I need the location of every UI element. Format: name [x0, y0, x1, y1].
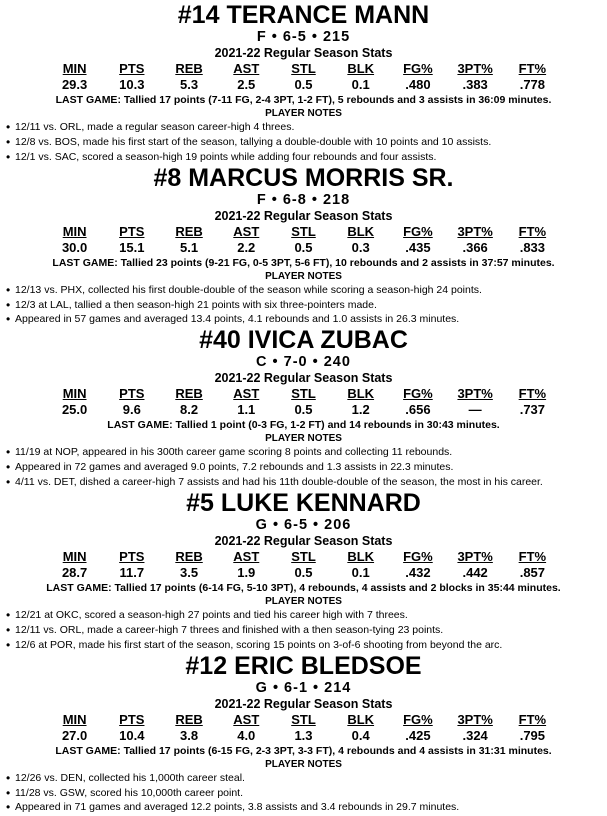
- stat-value-reb: 3.8: [180, 727, 199, 743]
- stat-value-min: 29.3: [61, 76, 88, 92]
- stat-value-ftpct: .737: [519, 402, 546, 418]
- list-item: • Appeared in 71 games and averaged 12.2 points, 3.8 assists and 3.4 rebounds in 29.7 minutes.: [6, 800, 601, 815]
- stat-value-fgpct: .480: [405, 76, 431, 92]
- stat-value-ftpct: .795: [519, 727, 546, 743]
- player-notes-list: [6, 445, 601, 490]
- season-title: 2021-22 Regular Season Stats: [214, 46, 393, 61]
- stat-value-pts: 15.1: [119, 239, 145, 255]
- stats-header-row: [6, 712, 601, 728]
- spacer: [6, 61, 46, 77]
- stat-value-ast: 1.1: [237, 402, 256, 418]
- spacer: [561, 240, 601, 256]
- spacer: [6, 240, 46, 256]
- season-title: 2021-22 Regular Season Stats: [214, 534, 393, 549]
- spacer: [561, 224, 601, 240]
- last-game-line: LAST GAME: Tallied 1 point (0-3 FG, 1-2 FT) and 14 rebounds in 30:43 minutes.: [107, 419, 500, 432]
- stat-header-pts: PTS: [119, 549, 145, 565]
- stat-header-reb: REB: [175, 61, 203, 77]
- stat-header-ftpct: FT%: [518, 549, 547, 565]
- spacer: [6, 549, 46, 565]
- player-block: [6, 165, 601, 328]
- player-block: [6, 490, 601, 653]
- spacer: [561, 61, 601, 77]
- stat-header-ftpct: FT%: [518, 223, 547, 239]
- stat-value-pts: 10.3: [119, 76, 145, 92]
- stat-value-min: 30.0: [61, 239, 88, 255]
- stat-value-reb: 5.3: [180, 76, 199, 92]
- stat-header-ast: AST: [233, 711, 260, 727]
- stats-table: [6, 61, 601, 93]
- player-meta: G • 6-1 • 214: [255, 679, 352, 696]
- stat-value-reb: 3.5: [180, 564, 199, 580]
- stat-header-3ptpct: 3PT%: [457, 711, 493, 727]
- player-block: [6, 653, 601, 816]
- player-name: #14 TERANCE MANN: [177, 1, 430, 29]
- spacer: [561, 549, 601, 565]
- stat-value-ast: 2.2: [237, 239, 256, 255]
- player-meta: F • 6-5 • 215: [256, 29, 351, 45]
- player-name: #8 MARCUS MORRIS SR.: [153, 163, 454, 192]
- stat-value-stl: 0.5: [294, 564, 313, 580]
- stat-header-blk: BLK: [347, 386, 375, 402]
- stats-header-row: [6, 386, 601, 402]
- stat-header-min: MIN: [62, 223, 87, 239]
- stat-header-stl: STL: [291, 61, 316, 77]
- stat-header-reb: REB: [175, 223, 203, 239]
- stat-header-ast: AST: [233, 549, 260, 565]
- stat-value-ftpct: .778: [519, 76, 546, 92]
- spacer: [6, 224, 46, 240]
- stats-header-row: [6, 224, 601, 240]
- stat-header-ftpct: FT%: [518, 711, 547, 727]
- last-game-line: LAST GAME: Tallied 17 points (6-14 FG, 5-10 3PT), 4 rebounds, 4 assists and 2 blocks in 35:44 minutes.: [46, 581, 561, 594]
- list-item: • 11/19 at NOP, appeared in his 300th career game scoring 8 points and collecting 11 rebounds.: [6, 445, 601, 460]
- stat-header-pts: PTS: [119, 61, 145, 77]
- stat-header-blk: BLK: [347, 223, 375, 239]
- stat-value-blk: 0.4: [351, 727, 370, 743]
- spacer: [6, 565, 46, 581]
- stat-value-blk: 1.2: [351, 402, 370, 418]
- list-item: • Appeared in 72 games and averaged 9.0 points, 7.2 rebounds and 1.3 assists in 22.3 minutes.: [6, 460, 601, 475]
- player-name: #40 IVICA ZUBAC: [199, 326, 408, 355]
- stat-value-3ptpct: .383: [462, 76, 488, 92]
- player-name: #5 LUKE KENNARD: [186, 489, 421, 518]
- spacer: [6, 386, 46, 402]
- list-item: • 12/13 vs. PHX, collected his first double-double of the season while scoring a season-high 24 points.: [6, 283, 601, 298]
- stat-value-ast: 1.9: [237, 564, 256, 580]
- stat-header-pts: PTS: [119, 386, 145, 402]
- stat-value-ftpct: .833: [519, 239, 546, 255]
- player-name: #12 ERIC BLEDSOE: [185, 651, 422, 680]
- stat-header-3ptpct: 3PT%: [457, 223, 493, 239]
- stat-value-blk: 0.1: [351, 76, 370, 92]
- stat-header-fgpct: FG%: [403, 61, 433, 77]
- stats-value-row: [6, 240, 601, 256]
- stat-header-min: MIN: [62, 711, 87, 727]
- list-item: • 12/3 at LAL, tallied a then season-high 21 points with six three-pointers made.: [6, 298, 601, 313]
- spacer: [561, 402, 601, 418]
- stat-value-3ptpct: .324: [462, 727, 488, 743]
- stat-value-fgpct: .435: [405, 239, 431, 255]
- list-item: • Appeared in 57 games and averaged 13.4 points, 4.1 rebounds and 1.0 assists in 26.3 minutes.: [6, 312, 601, 327]
- stat-value-min: 28.7: [61, 564, 88, 580]
- stat-header-stl: STL: [291, 223, 316, 239]
- spacer: [6, 728, 46, 744]
- player-notes-list: [6, 283, 601, 328]
- stats-value-row: [6, 728, 601, 744]
- stat-header-blk: BLK: [347, 549, 375, 565]
- spacer: [561, 565, 601, 581]
- player-notes-title: PLAYER NOTES: [265, 270, 342, 282]
- player-meta: C • 7-0 • 240: [256, 354, 351, 371]
- stat-header-3ptpct: 3PT%: [457, 549, 493, 565]
- list-item: • 11/28 vs. GSW, scored his 10,000th career point.: [6, 786, 601, 801]
- player-notes-list: [6, 120, 601, 165]
- stat-value-min: 25.0: [61, 402, 88, 418]
- stat-header-ast: AST: [233, 386, 260, 402]
- list-item: • 4/11 vs. DET, dished a career-high 7 assists and had his 11th double-double of the season, the most in his career.: [6, 475, 601, 490]
- season-title: 2021-22 Regular Season Stats: [214, 696, 393, 711]
- stat-value-3ptpct: —: [468, 402, 482, 418]
- stat-value-3ptpct: .442: [462, 564, 488, 580]
- stat-value-3ptpct: .366: [462, 239, 488, 255]
- stat-header-fgpct: FG%: [403, 386, 433, 402]
- last-game-line: LAST GAME: Tallied 23 points (9-21 FG, 0-5 3PT, 5-6 FT), 10 rebounds and 2 assists in 37:57 minutes.: [52, 256, 555, 269]
- stat-header-pts: PTS: [119, 711, 145, 727]
- stats-table: [6, 712, 601, 744]
- season-title: 2021-22 Regular Season Stats: [214, 371, 393, 386]
- stat-header-stl: STL: [291, 386, 316, 402]
- stat-value-stl: 0.5: [294, 76, 313, 92]
- player-block: [6, 2, 601, 165]
- stat-header-min: MIN: [62, 386, 87, 402]
- season-title: 2021-22 Regular Season Stats: [214, 208, 393, 223]
- stats-table: [6, 224, 601, 256]
- stat-header-stl: STL: [291, 549, 316, 565]
- list-item: • 12/26 vs. DEN, collected his 1,000th career steal.: [6, 771, 601, 786]
- stat-header-min: MIN: [62, 61, 87, 77]
- player-notes-list: [6, 771, 601, 816]
- spacer: [6, 712, 46, 728]
- stat-value-reb: 8.2: [180, 402, 199, 418]
- last-game-line: LAST GAME: Tallied 17 points (6-15 FG, 2-3 3PT, 3-3 FT), 4 rebounds and 4 assists in 31:31 minutes.: [55, 744, 552, 757]
- stat-header-pts: PTS: [119, 223, 145, 239]
- stat-value-reb: 5.1: [180, 239, 199, 255]
- stat-value-blk: 0.1: [351, 564, 370, 580]
- stat-header-3ptpct: 3PT%: [457, 61, 493, 77]
- stat-header-stl: STL: [291, 711, 316, 727]
- list-item: • 12/11 vs. ORL, made a regular season career-high 4 threes.: [6, 120, 601, 135]
- stat-value-pts: 10.4: [119, 727, 145, 743]
- player-notes-title: PLAYER NOTES: [265, 758, 342, 770]
- spacer: [561, 728, 601, 744]
- player-notes-title: PLAYER NOTES: [265, 433, 342, 445]
- player-notes-title: PLAYER NOTES: [265, 107, 342, 119]
- stats-header-row: [6, 549, 601, 565]
- stat-header-reb: REB: [175, 549, 203, 565]
- list-item: • 12/21 at OKC, scored a season-high 27 points and tied his career high with 7 threes.: [6, 608, 601, 623]
- stat-header-fgpct: FG%: [403, 711, 433, 727]
- stat-header-ast: AST: [233, 223, 260, 239]
- stats-table: [6, 386, 601, 418]
- player-meta: G • 6-5 • 206: [255, 517, 352, 534]
- stat-header-fgpct: FG%: [403, 223, 433, 239]
- stat-value-fgpct: .432: [405, 564, 431, 580]
- stats-value-row: [6, 565, 601, 581]
- stat-value-pts: 11.7: [119, 564, 145, 580]
- list-item: • 12/6 at POR, made his first start of the season, scoring 15 points on 3-of-6 shooting from beyond the arc.: [6, 638, 601, 653]
- stat-header-ftpct: FT%: [518, 386, 547, 402]
- spacer: [561, 386, 601, 402]
- stat-header-min: MIN: [62, 549, 87, 565]
- list-item: • 12/1 vs. SAC, scored a season-high 19 points while adding four rebounds and four assists.: [6, 150, 601, 165]
- list-item: • 12/11 vs. ORL, made a career-high 7 threes and finished with a then season-tying 23 points.: [6, 623, 601, 638]
- player-meta: F • 6-8 • 218: [256, 191, 351, 208]
- stat-header-3ptpct: 3PT%: [457, 386, 493, 402]
- stat-value-fgpct: .425: [405, 727, 431, 743]
- stat-value-stl: 0.5: [294, 402, 313, 418]
- stat-header-fgpct: FG%: [403, 549, 433, 565]
- spacer: [561, 77, 601, 93]
- stat-header-reb: REB: [175, 711, 203, 727]
- spacer: [6, 402, 46, 418]
- player-notes-title: PLAYER NOTES: [265, 595, 342, 607]
- stat-value-ast: 4.0: [237, 727, 256, 743]
- stat-value-ftpct: .857: [519, 564, 546, 580]
- stat-header-reb: REB: [175, 386, 203, 402]
- stat-value-ast: 2.5: [237, 76, 256, 92]
- spacer: [6, 77, 46, 93]
- player-block: [6, 327, 601, 490]
- stat-header-blk: BLK: [347, 61, 375, 77]
- stat-value-fgpct: .656: [405, 402, 431, 418]
- stats-header-row: [6, 61, 601, 77]
- spacer: [561, 712, 601, 728]
- stat-header-ast: AST: [233, 61, 260, 77]
- player-notes-list: [6, 608, 601, 653]
- stats-table: [6, 549, 601, 581]
- stat-value-blk: 0.3: [351, 239, 370, 255]
- list-item: • 12/8 vs. BOS, made his first start of the season, tallying a double-double with 10 points and 10 assists.: [6, 135, 601, 150]
- stat-value-stl: 1.3: [294, 727, 313, 743]
- stat-value-min: 27.0: [61, 727, 88, 743]
- stat-header-ftpct: FT%: [518, 61, 547, 77]
- stats-value-row: [6, 402, 601, 418]
- stat-header-blk: BLK: [347, 711, 375, 727]
- stat-value-pts: 9.6: [122, 402, 141, 418]
- last-game-line: LAST GAME: Tallied 17 points (7-11 FG, 2-4 3PT, 1-2 FT), 5 rebounds and 3 assists in 36:09 minutes.: [55, 93, 552, 106]
- stats-value-row: [6, 77, 601, 93]
- stat-value-stl: 0.5: [294, 239, 313, 255]
